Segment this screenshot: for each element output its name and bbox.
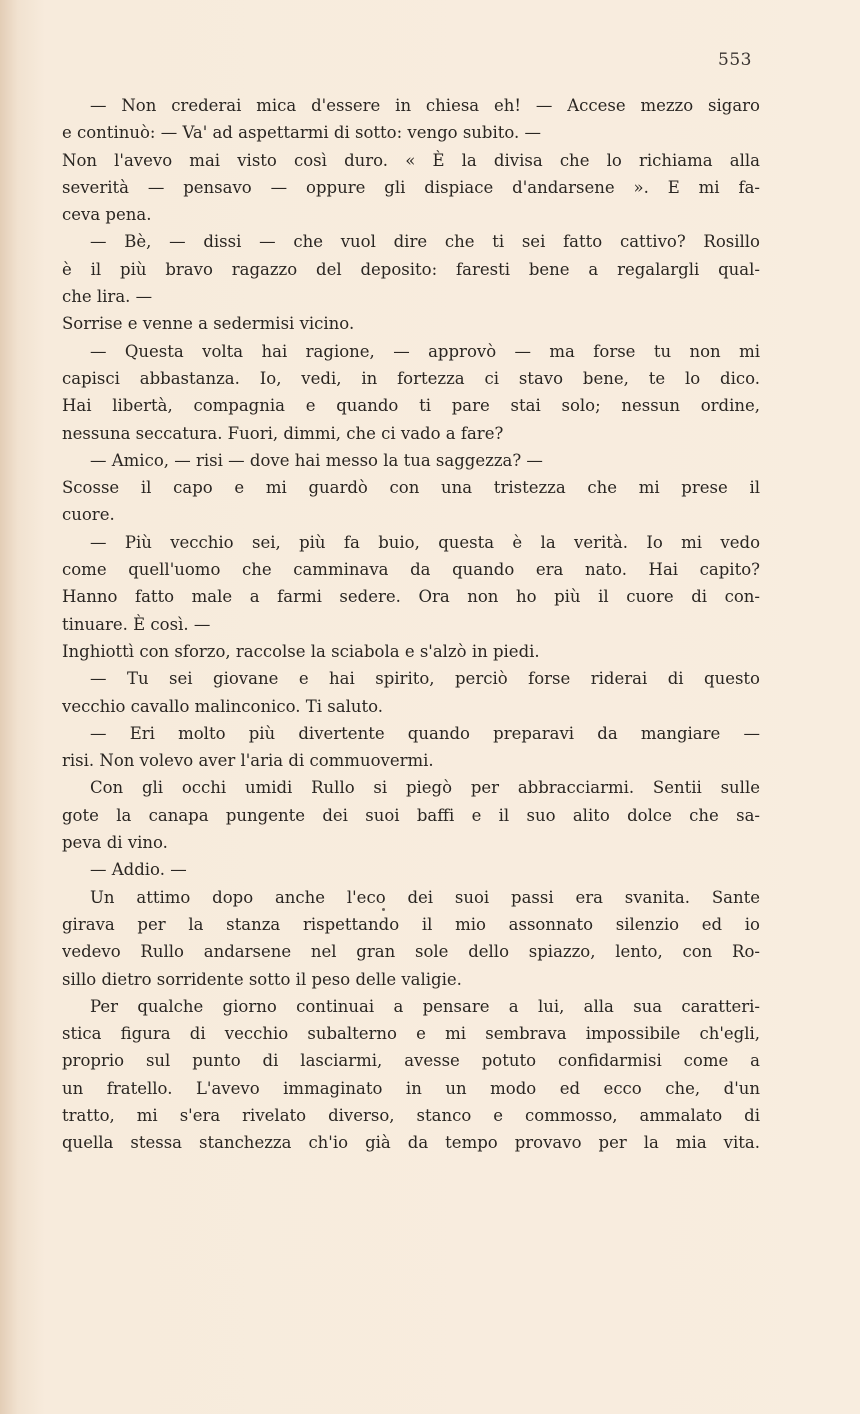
text-line: proprio sul punto di lasciarmi, avesse potuto confidarmisi come a [62,1051,760,1071]
text-line: Non l'avevo mai visto così duro. « È la divisa che lo richiama alla [62,150,760,170]
text-line: — Più vecchio sei, più fa buio, questa è la verità. Io mi vedo [90,532,760,552]
page-number: 553 [718,50,752,70]
text-line: — Eri molto più divertente quando preparavi da mangiare — [90,723,760,743]
text-line: vedevo Rullo andarsene nel gran sole dello spiazzo, lento, con Ro- [62,942,760,962]
text-line: gote la canapa pungente dei suoi baffi e il suo alito dolce che sa- [62,805,760,825]
text-line: stica figura di vecchio subalterno e mi sembrava impossibile ch'egli, [62,1024,760,1044]
text-line: — Questa volta hai ragione, — approvò — ma forse tu non mi [90,341,760,361]
text-line: — Tu sei giovane e hai spirito, perciò forse riderai di questo [90,669,760,689]
text-line: vecchio cavallo malinconico. Ti saluto. [62,696,383,716]
text-line: che lira. — [62,287,153,307]
text-line: cuore. [62,505,115,525]
text-line: nessuna seccatura. Fuori, dimmi, che ci vado a fare? [62,423,504,443]
text-line: peva di vino. [62,833,168,853]
text-line: Hai libertà, compagnia e quando ti pare stai solo; nessun ordine, [62,396,760,416]
text-line: e continuò: — Va' ad aspettarmi di sotto: vengo subito. — [62,123,542,143]
text-line: Un attimo dopo anche l'eco dei suoi passi era svanita. Sante [90,887,760,907]
text-line: un fratello. L'avevo immaginato in un modo ed ecco che, d'un [62,1078,760,1098]
text-line: quella stessa stanchezza ch'io già da tempo provavo per la mia vita. [62,1133,760,1153]
text-line: è il più bravo ragazzo del deposito: faresti bene a regalargli qual- [62,259,760,279]
text-line: sillo dietro sorridente sotto il peso delle valigie. [62,969,462,989]
text-line: come quell'uomo che camminava da quando era nato. Hai capito? [62,560,760,580]
text-line: severità — pensavo — oppure gli dispiace d'andarsene ». E mi fa- [62,177,760,197]
text-line: tratto, mi s'era rivelato diverso, stanco e commosso, ammalato di [62,1105,760,1125]
text-line: — Addio. — [90,860,187,880]
text-line: — Amico, — risi — dove hai messo la tua saggezza? — [90,450,543,470]
text-line: girava per la stanza rispettando il mio assonnato silenzio ed io [62,914,760,934]
text-line: Con gli occhi umidi Rullo si piegò per abbracciarmi. Sentii sulle [90,778,760,798]
ink-speck [382,908,385,911]
text-line: Sorrise e venne a sedermisi vicino. [62,314,355,334]
text-line: Per qualche giorno continuai a pensare a lui, alla sua caratteri- [90,996,760,1016]
text-line: — Non crederai mica d'essere in chiesa eh! — Accese mezzo sigaro [90,96,760,115]
text-line: risi. Non volevo aver l'aria di commuovermi. [62,751,434,771]
text-line: tinuare. È così. — [62,614,211,634]
text-line: Inghiottì con sforzo, raccolse la sciabola e s'alzò in piedi. [62,641,540,661]
text-line: capisci abbastanza. Io, vedi, in fortezza ci stavo bene, te lo dico. [62,368,760,388]
text-line: Hanno fatto male a farmi sedere. Ora non ho più il cuore di con- [62,587,760,607]
text-line: Scosse il capo e mi guardò con una tristezza che mi prese il [62,478,760,498]
text-line: ceva pena. [62,205,152,225]
body-text [62,92,760,1157]
text-line: — Bè, — dissi — che vuol dire che ti sei fatto cattivo? Rosillo [90,232,760,252]
